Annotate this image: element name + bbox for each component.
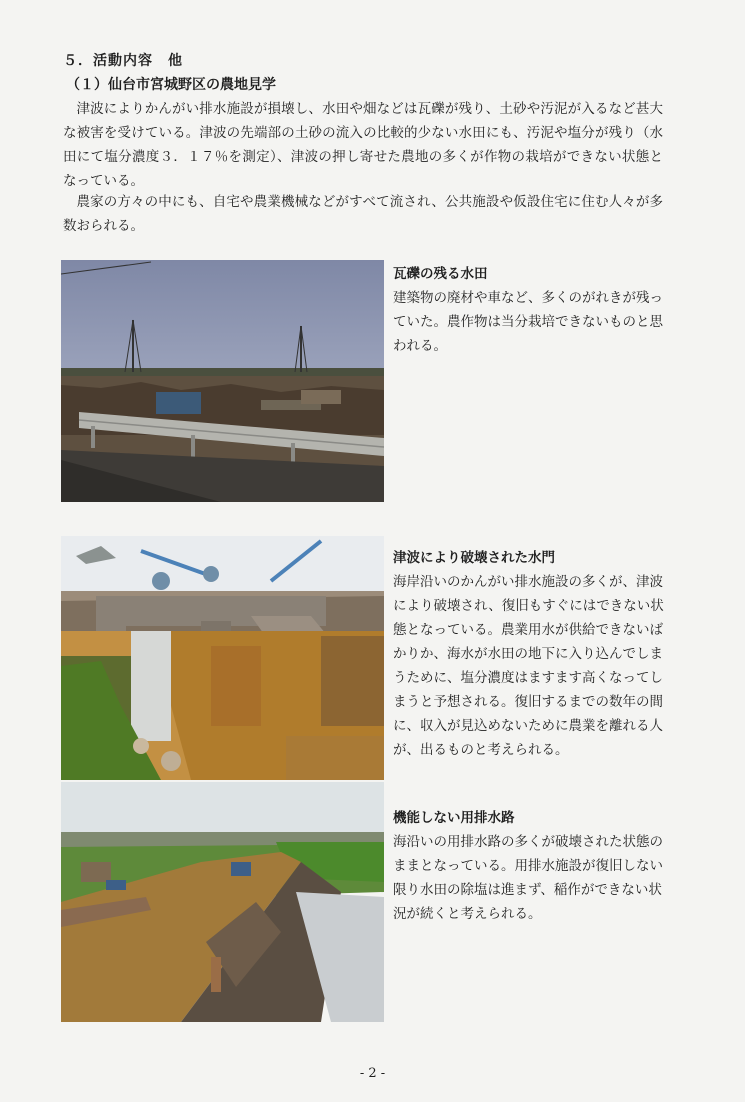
photo-caption-title: 機能しない用排水路	[393, 810, 515, 826]
photo-caption-title: 瓦礫の残る水田	[393, 266, 488, 282]
body-paragraph-2: 農家の方々の中にも、自宅や農業機械などがすべて流され、公共施設や仮設住宅に住む人々が多数おられる。	[63, 194, 663, 234]
photo-caption-body: 海沿いの用排水路の多くが破壊された状態のままとなっている。用排水施設が復旧しない限り水田の除塩は進まず、稲作ができない状況が続くと考えられる。	[393, 834, 663, 922]
section-heading: ５．活動内容 他	[63, 53, 183, 69]
photo-caption-3	[393, 806, 671, 926]
photo-destroyed-sluice-gate	[61, 536, 384, 780]
subsection-heading: （１）仙台市宮城野区の農地見学	[66, 77, 276, 93]
body-paragraph-1: 津波によりかんがい排水施設が損壊し、水田や畑などは瓦礫が残り、土砂や汚泥が入るなど甚大な被害を受けている。津波の先端部の土砂の流入の比較的少ない水田にも、汚泥や塩分が残り（水田にて塩分濃度３．１７％を測定）、津波の押し寄せた農地の多くが作物の栽培ができない状態となっている。	[63, 101, 663, 189]
photo-caption-1	[393, 262, 671, 358]
photo-broken-irrigation-channel	[61, 782, 384, 1022]
photo-caption-2	[393, 546, 671, 762]
photo-caption-body: 建築物の廃材や車など、多くのがれきが残っていた。農作物は当分栽培できないものと思われる。	[393, 290, 663, 354]
photo-caption-title: 津波により破壊された水門	[393, 550, 555, 566]
photo-caption-body: 海岸沿いのかんがい排水施設の多くが、津波により破壊され、復旧もすぐにはできない状態となっている。農業用水が供給できないばかりか、海水が水田の地下に入り込んでしまうために、塩分濃度はますます高くなってしまうと予想される。復旧するまでの数年の間に、収入が見込めないために農業を離れる人が、出るものと考えられる。	[393, 574, 664, 758]
page-number: - 2 -	[359, 1066, 386, 1081]
photo-rubble-paddy	[61, 260, 384, 502]
